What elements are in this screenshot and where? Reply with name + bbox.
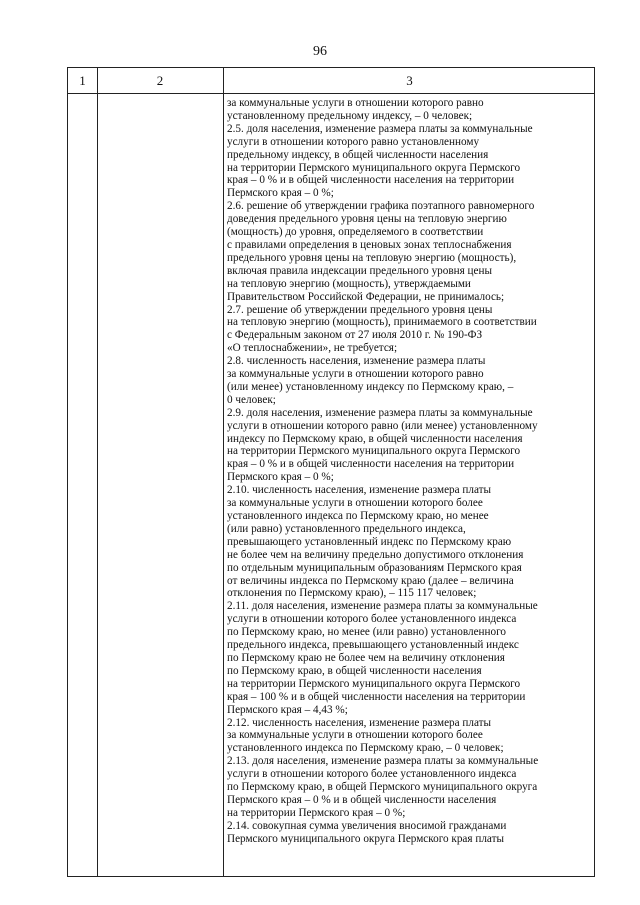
text-line: 2.11. доля населения, изменение размера платы за коммунальные — [227, 600, 538, 613]
column-divider-1 — [97, 68, 98, 876]
text-line: превышающего установленный индекс по Пермскому краю — [227, 535, 512, 548]
text-line: по Пермскому краю, в общей Пермского муниципального округа — [227, 781, 538, 794]
text-line: услуги в отношении которого равно установленному — [227, 135, 480, 148]
text-line: Правительством Российской Федерации, не принималось; — [227, 290, 505, 303]
column-3-text — [227, 97, 593, 846]
header-cell-1: 1 — [79, 73, 86, 88]
text-line: на территории Пермского муниципального округа Пермского — [227, 161, 521, 174]
text-line: Пермского края – 0 %; — [227, 471, 334, 484]
column-divider-2 — [223, 68, 224, 876]
header-cell-2: 2 — [156, 73, 164, 88]
text-line: по Пермскому краю, но менее (или равно) установленного — [227, 626, 507, 639]
text-line: на территории Пермского муниципального округа Пермского — [227, 445, 521, 458]
text-line: установленного индекса по Пермскому краю, – 0 человек; — [227, 742, 504, 755]
text-line: 2.6. решение об утверждении графика поэтапного равномерного — [227, 200, 535, 213]
text-line: за коммунальные услуги в отношении которого равно — [227, 368, 484, 381]
text-line: за коммунальные услуги в отношении которого более — [227, 729, 483, 742]
text-line: на территории Пермского муниципального округа Пермского — [227, 677, 521, 690]
text-line: предельного уровня цены на тепловую энергию (мощность), — [227, 251, 517, 264]
text-line: 2.7. решение об утверждении предельного уровня цены — [227, 303, 493, 316]
text-line: 2.9. доля населения, изменение размера платы за коммунальные — [227, 406, 533, 419]
text-line: (или равно) установленного предельного индекса, — [227, 522, 466, 535]
text-line: края – 0 % и в общей численности населения на территории — [227, 458, 515, 471]
text-line: услуги в отношении которого более установленного индекса — [227, 768, 517, 781]
text-line: по отдельным муниципальным образованиям Пермского края — [227, 561, 522, 574]
text-line: Пермского муниципального округа Пермского края платы — [227, 832, 504, 845]
text-line: по Пермскому краю, в общей численности населения — [227, 664, 482, 677]
text-line: на территории Пермского края – 0 %; — [227, 806, 406, 819]
text-line: с правилами определения в ценовых зонах теплоснабжения — [227, 238, 512, 251]
text-line: за коммунальные услуги в отношении которого равно — [227, 97, 484, 109]
text-line: (мощность) до уровня, определяемого в соответствии — [227, 226, 484, 239]
text-line: индексу по Пермскому краю, в общей численности населения — [227, 432, 523, 445]
text-line: (или менее) установленному индексу по Пермскому краю, – — [227, 380, 514, 393]
text-line: 2.10. численность населения, изменение размера платы — [227, 484, 492, 497]
text-line: 2.14. совокупная сумма увеличения вносимой гражданами — [227, 819, 507, 832]
text-line: за коммунальные услуги в отношении которого более — [227, 497, 483, 510]
text-line: на тепловую энергию (мощность), утверждаемыми — [227, 277, 471, 290]
text-line: по Пермскому краю не более чем на величину отклонения — [227, 651, 505, 664]
text-line: 2.8. численность населения, изменение размера платы — [227, 355, 486, 368]
text-line: отклонения по Пермскому краю), – 115 117 человек; — [227, 587, 477, 600]
text-line: с Федеральным законом от 27 июля 2010 г. № 190-ФЗ — [227, 329, 483, 342]
text-line: 0 человек; — [227, 393, 276, 406]
header-cell-3: 3 — [406, 73, 413, 88]
text-line: края – 0 % и в общей численности населения на территории — [227, 174, 515, 187]
text-line: края – 100 % и в общей численности населения на территории — [227, 690, 526, 703]
text-line: «О теплоснабжении», не требуется; — [227, 342, 398, 355]
text-line: включая правила индексации предельного уровня цены — [227, 264, 493, 277]
text-line: установленному предельному индексу, – 0 человек; — [227, 109, 473, 122]
text-line: 2.13. доля населения, изменение размера платы за коммунальные — [227, 755, 539, 768]
text-line: 2.5. доля населения, изменение размера платы за коммунальные — [227, 122, 533, 135]
text-line: установленного индекса по Пермскому краю, но менее — [227, 510, 489, 522]
page-number: 96 — [313, 44, 327, 59]
text-line: Пермского края – 0 %; — [227, 187, 334, 200]
table-header-row — [68, 68, 594, 94]
document-table — [67, 67, 595, 877]
text-line: от величины индекса по Пермскому краю (далее – величина — [227, 574, 514, 587]
text-line: на тепловую энергию (мощность), принимаемого в соответствии — [227, 316, 537, 329]
text-line: услуги в отношении которого равно (или менее) установленному — [227, 419, 538, 432]
text-line: доведения предельного уровня цены на тепловую энергию — [227, 213, 507, 226]
text-line: Пермского края – 0 % и в общей численности населения — [227, 793, 497, 806]
text-line: Пермского края – 4,43 %; — [227, 703, 348, 716]
text-line: 2.12. численность населения, изменение размера платы — [227, 716, 492, 729]
text-line: не более чем на величину предельно допустимого отклонения — [227, 548, 524, 561]
text-line: предельного индекса, превышающего установленный индекс — [227, 639, 519, 652]
text-line: услуги в отношении которого более установленного индекса — [227, 613, 517, 626]
text-line: предельному индексу, в общей численности населения — [227, 148, 489, 161]
